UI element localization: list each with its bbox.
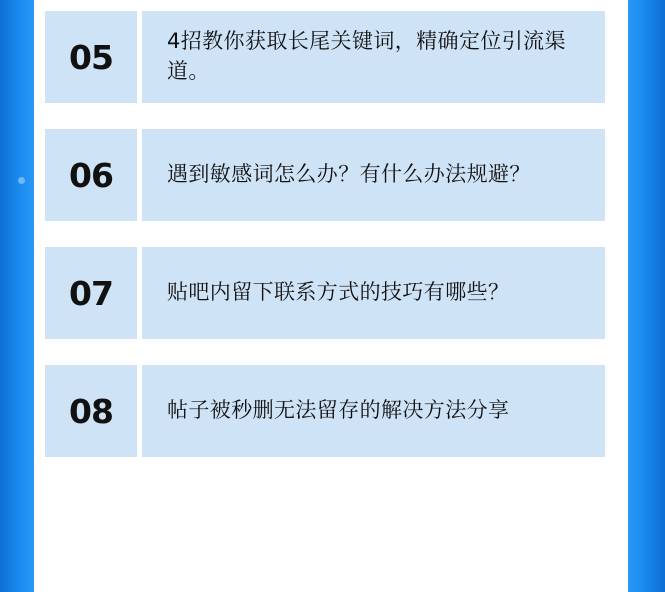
content-card: [34, 0, 628, 592]
list-item-number: 05: [69, 37, 113, 77]
list-item-text-box: [142, 129, 605, 221]
list-item-text: 4招教你获取长尾关键词，精确定位引流渠道。: [167, 29, 566, 83]
list-item-text-box: [142, 11, 605, 103]
list-item-number-box: [45, 129, 137, 221]
list-item[interactable]: [45, 365, 605, 457]
list-item[interactable]: [45, 129, 605, 221]
list-item-text: 遇到敏感词怎么办？有什么办法规避？: [167, 162, 531, 187]
list-item-text: 贴吧内留下联系方式的技巧有哪些？: [167, 280, 510, 305]
list-item-text-box: [142, 365, 605, 457]
background-right-edge: [628, 0, 665, 592]
list-item-number: 07: [69, 273, 113, 313]
list-item-text: 帖子被秒删无法留存的解决方法分享: [167, 398, 510, 423]
list-item-number-box: [45, 11, 137, 103]
list-item-number: 08: [69, 391, 113, 431]
list-item-number: 06: [69, 155, 113, 195]
list-item[interactable]: [45, 247, 605, 339]
numbered-list: [45, 0, 605, 483]
list-item-number-box: [45, 365, 137, 457]
background-left-edge: [0, 0, 34, 592]
decorative-dot: [18, 177, 25, 184]
list-item-number-box: [45, 247, 137, 339]
list-item[interactable]: [45, 11, 605, 103]
list-item-text-box: [142, 247, 605, 339]
